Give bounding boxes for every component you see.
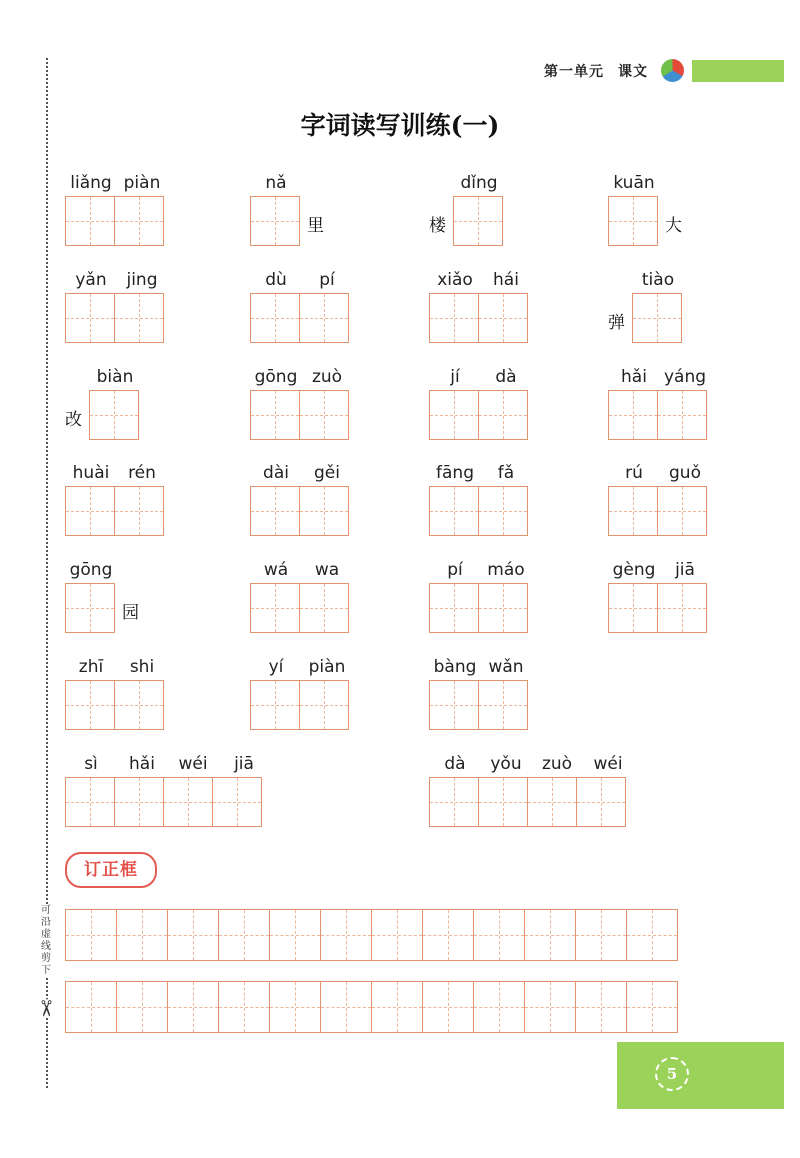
pinyin-label: gèng: [612, 560, 656, 580]
pinyin-label: fāng: [436, 463, 474, 483]
pinyin-label: huài: [72, 463, 110, 483]
pinyin-label: kuān: [613, 173, 655, 193]
writing-cell[interactable]: [65, 680, 115, 730]
pinyin-label: yǎn: [75, 270, 107, 290]
correction-cell[interactable]: [422, 981, 474, 1033]
pinyin-label: jing: [126, 270, 158, 290]
writing-cell[interactable]: [429, 390, 479, 440]
writing-cell[interactable]: [250, 390, 300, 440]
given-character: 楼: [429, 216, 446, 236]
writing-cell[interactable]: [250, 196, 300, 246]
writing-cell[interactable]: [429, 293, 479, 343]
writing-grid[interactable]: [250, 583, 349, 633]
writing-grid[interactable]: [632, 293, 682, 343]
writing-grid[interactable]: [65, 196, 164, 246]
correction-cell[interactable]: [575, 909, 627, 961]
writing-cell[interactable]: [114, 486, 164, 536]
writing-cell[interactable]: [478, 390, 528, 440]
pinyin-label: hǎi: [621, 367, 647, 387]
writing-cell[interactable]: [478, 293, 528, 343]
writing-grid[interactable]: [250, 680, 349, 730]
writing-cell[interactable]: [608, 486, 658, 536]
writing-grid[interactable]: [429, 680, 528, 730]
pinyin-label: nǎ: [265, 173, 287, 193]
writing-cell[interactable]: [250, 583, 300, 633]
writing-cell[interactable]: [114, 293, 164, 343]
given-character: 里: [307, 216, 324, 236]
writing-cell[interactable]: [114, 777, 164, 827]
writing-cell[interactable]: [478, 583, 528, 633]
writing-cell[interactable]: [657, 390, 707, 440]
writing-cell[interactable]: [429, 486, 479, 536]
pinyin-label: shi: [129, 657, 155, 677]
pinyin-label: sì: [84, 754, 98, 774]
pinyin-label: fǎ: [497, 463, 515, 483]
writing-cell[interactable]: [657, 486, 707, 536]
correction-cell[interactable]: [320, 909, 372, 961]
writing-grid[interactable]: [65, 486, 164, 536]
pinyin-label: gěi: [314, 463, 340, 483]
page-title: 字词读写训练(一): [300, 111, 500, 140]
writing-grid[interactable]: [608, 196, 658, 246]
writing-grid[interactable]: [429, 293, 528, 343]
correction-cell[interactable]: [116, 981, 168, 1033]
pinyin-label: yí: [268, 657, 284, 677]
pinyin-label: gōng: [69, 560, 113, 580]
pinyin-label: piàn: [308, 657, 346, 677]
given-character: 园: [122, 603, 139, 623]
pinyin-label: yáng: [663, 367, 707, 387]
pinyin-label: zuò: [541, 754, 573, 774]
pinyin-label: hái: [493, 270, 519, 290]
pinyin-label: zuò: [311, 367, 343, 387]
writing-grid[interactable]: [429, 583, 528, 633]
writing-cell[interactable]: [429, 777, 479, 827]
writing-grid[interactable]: [429, 390, 528, 440]
pinyin-label: jiā: [675, 560, 695, 580]
given-character: 改: [65, 410, 82, 430]
pinyin-label: xiǎo: [437, 270, 473, 290]
writing-cell[interactable]: [299, 680, 349, 730]
writing-cell[interactable]: [453, 196, 503, 246]
writing-cell[interactable]: [250, 680, 300, 730]
writing-cell[interactable]: [163, 777, 213, 827]
pinyin-label: zhī: [78, 657, 104, 677]
pinyin-label: dǐng: [460, 173, 498, 193]
writing-cell[interactable]: [657, 583, 707, 633]
correction-cell[interactable]: [116, 909, 168, 961]
pinyin-label: yǒu: [490, 754, 522, 774]
writing-cell[interactable]: [299, 293, 349, 343]
section-name: 课文: [618, 64, 648, 80]
writing-cell[interactable]: [89, 390, 139, 440]
writing-cell[interactable]: [608, 196, 658, 246]
pinyin-label: jí: [450, 367, 460, 387]
writing-grid[interactable]: [89, 390, 139, 440]
writing-grid[interactable]: [250, 486, 349, 536]
pinyin-label: liǎng: [70, 173, 112, 193]
writing-cell[interactable]: [65, 293, 115, 343]
writing-cell[interactable]: [429, 583, 479, 633]
pinyin-label: máo: [487, 560, 525, 580]
writing-grid[interactable]: [453, 196, 503, 246]
writing-grid[interactable]: [608, 583, 707, 633]
writing-cell[interactable]: [299, 486, 349, 536]
writing-grid[interactable]: [65, 293, 164, 343]
writing-cell[interactable]: [576, 777, 626, 827]
correction-cell[interactable]: [422, 909, 474, 961]
writing-grid[interactable]: [250, 390, 349, 440]
writing-cell[interactable]: [478, 486, 528, 536]
correction-cell[interactable]: [65, 981, 117, 1033]
pinyin-label: wǎn: [488, 657, 524, 677]
correction-cell[interactable]: [524, 909, 576, 961]
writing-cell[interactable]: [212, 777, 262, 827]
pinyin-label: rú: [625, 463, 643, 483]
correction-cell[interactable]: [167, 909, 219, 961]
writing-grid[interactable]: [608, 390, 707, 440]
correction-row[interactable]: [65, 981, 678, 1033]
given-character: 大: [665, 216, 682, 236]
correction-cell[interactable]: [218, 909, 270, 961]
pinyin-label: pí: [319, 270, 335, 290]
writing-grid[interactable]: [250, 293, 349, 343]
pinyin-label: rén: [128, 463, 156, 483]
pinyin-label: jiā: [234, 754, 254, 774]
writing-grid[interactable]: [429, 777, 626, 827]
header-accent-bar: [692, 60, 784, 82]
writing-grid[interactable]: [429, 486, 528, 536]
writing-cell[interactable]: [632, 293, 682, 343]
pinyin-label: wéi: [593, 754, 623, 774]
correction-cell[interactable]: [65, 909, 117, 961]
pinyin-label: hǎi: [129, 754, 155, 774]
pinyin-label: wa: [314, 560, 340, 580]
correction-cell[interactable]: [167, 981, 219, 1033]
writing-cell[interactable]: [478, 777, 528, 827]
correction-row[interactable]: [65, 909, 678, 961]
correction-cell[interactable]: [269, 981, 321, 1033]
pinyin-label: dà: [444, 754, 466, 774]
pinyin-label: pí: [447, 560, 463, 580]
page-number: 5: [655, 1057, 689, 1091]
given-character: 弹: [608, 313, 625, 333]
correction-cell[interactable]: [371, 909, 423, 961]
correction-cell[interactable]: [473, 981, 525, 1033]
pinyin-label: tiào: [641, 270, 675, 290]
writing-cell[interactable]: [250, 293, 300, 343]
correction-box-label: 订正框: [65, 852, 157, 888]
pinyin-label: wéi: [178, 754, 208, 774]
writing-cell[interactable]: [114, 196, 164, 246]
writing-cell[interactable]: [65, 583, 115, 633]
writing-cell[interactable]: [114, 680, 164, 730]
pinyin-label: wá: [263, 560, 289, 580]
pie-logo-icon: [661, 59, 684, 82]
pinyin-label: biàn: [96, 367, 134, 387]
writing-cell[interactable]: [608, 390, 658, 440]
correction-cell[interactable]: [473, 909, 525, 961]
writing-cell[interactable]: [608, 583, 658, 633]
correction-cell[interactable]: [575, 981, 627, 1033]
writing-grid[interactable]: [65, 777, 262, 827]
writing-cell[interactable]: [65, 486, 115, 536]
writing-cell[interactable]: [299, 390, 349, 440]
correction-cell[interactable]: [371, 981, 423, 1033]
correction-cell[interactable]: [320, 981, 372, 1033]
unit-name: 第一单元: [544, 64, 604, 80]
writing-cell[interactable]: [250, 486, 300, 536]
scissors-icon: ✂: [32, 999, 58, 1018]
writing-grid[interactable]: [65, 583, 115, 633]
pinyin-label: gōng: [254, 367, 298, 387]
writing-cell[interactable]: [527, 777, 577, 827]
writing-cell[interactable]: [478, 680, 528, 730]
writing-cell[interactable]: [429, 680, 479, 730]
correction-cell[interactable]: [626, 981, 678, 1033]
writing-grid[interactable]: [250, 196, 300, 246]
pinyin-label: guǒ: [669, 463, 701, 483]
writing-cell[interactable]: [65, 777, 115, 827]
pinyin-label: bàng: [433, 657, 477, 677]
writing-grid[interactable]: [608, 486, 707, 536]
correction-cell[interactable]: [626, 909, 678, 961]
correction-cell[interactable]: [269, 909, 321, 961]
writing-grid[interactable]: [65, 680, 164, 730]
correction-cell[interactable]: [218, 981, 270, 1033]
writing-cell[interactable]: [299, 583, 349, 633]
pinyin-label: dài: [263, 463, 289, 483]
unit-label: [544, 61, 662, 81]
correction-cell[interactable]: [524, 981, 576, 1033]
pinyin-label: dà: [495, 367, 517, 387]
pinyin-label: piàn: [123, 173, 161, 193]
page-number-panel: [617, 1042, 784, 1109]
writing-cell[interactable]: [65, 196, 115, 246]
pinyin-label: dù: [265, 270, 287, 290]
cut-instruction: 可沿虚线剪下: [38, 905, 54, 977]
